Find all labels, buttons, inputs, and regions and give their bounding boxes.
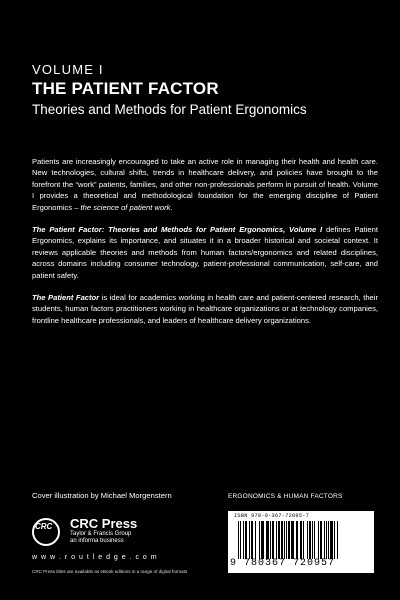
blurb-paragraph-2 xyxy=(32,224,378,281)
p2-text: defines Patient Ergonomics, explains its importance, and situates it in a broader historical and societal context. It reviews applicable theories and methods from human factors/ergonomics and related disciplines, across domains including consumer technology, patient-professional communication, self-care, and patient safety. xyxy=(32,225,378,280)
p3-lead: The Patient Factor xyxy=(32,293,100,303)
blurb xyxy=(32,156,378,337)
isbn-top: ISBN 978-0-367-72095-7 xyxy=(234,513,310,519)
cover-credit: Cover illustration by Michael Morgenstern xyxy=(32,491,172,500)
barcode-bar xyxy=(338,521,339,559)
barcode xyxy=(228,511,374,573)
volume-label: VOLUME I xyxy=(32,62,104,77)
p2-lead: The Patient Factor: Theories and Methods for Patient Ergonomics, Volume I xyxy=(32,225,323,235)
publisher-group xyxy=(70,531,190,545)
blurb-paragraph-3 xyxy=(32,292,378,326)
book-subtitle: Theories and Methods for Patient Ergonomics xyxy=(32,102,307,117)
p1-italic: the science of patient work. xyxy=(80,202,173,212)
blurb-paragraph-1 xyxy=(32,156,378,213)
crc-logo-text: CRC xyxy=(35,522,53,531)
header xyxy=(32,62,377,119)
p3-text: is ideal for academics working in health care and patient-centered research, their students, human factors practitioners working in healthcare organizations or at technology companies, frontline healthcare professionals, and leaders of healthcare delivery organizations. xyxy=(32,293,378,325)
isbn-bottom: 9 780367 720957 xyxy=(230,558,336,569)
publisher-name: CRC Press xyxy=(70,516,138,531)
publisher-group-line1: Taylor & Francis Group xyxy=(70,531,132,537)
ebook-footnote: CRC Press titles are available as eBook editions in a range of digital formats xyxy=(32,569,188,574)
publisher-group-line2: an informa business xyxy=(70,538,124,544)
publisher-url: w w w . r o u t l e d g e . c o m xyxy=(32,554,158,561)
series-label: ERGONOMICS & HUMAN FACTORS xyxy=(228,493,343,500)
book-title: THE PATIENT FACTOR xyxy=(32,79,219,98)
barcode-bars xyxy=(238,521,366,559)
p1-text: Patients are increasingly encouraged to take an active role in managing their health and health care. New technologies, cultural shifts, trends in healthcare delivery, and policies have brought to the forefront the “work” patients, families, and other non-professionals perform in pursuit of health. Volume I provides a theoretical and methodological foundation for the emerging discipline of Patient Ergonomics – xyxy=(32,157,378,212)
